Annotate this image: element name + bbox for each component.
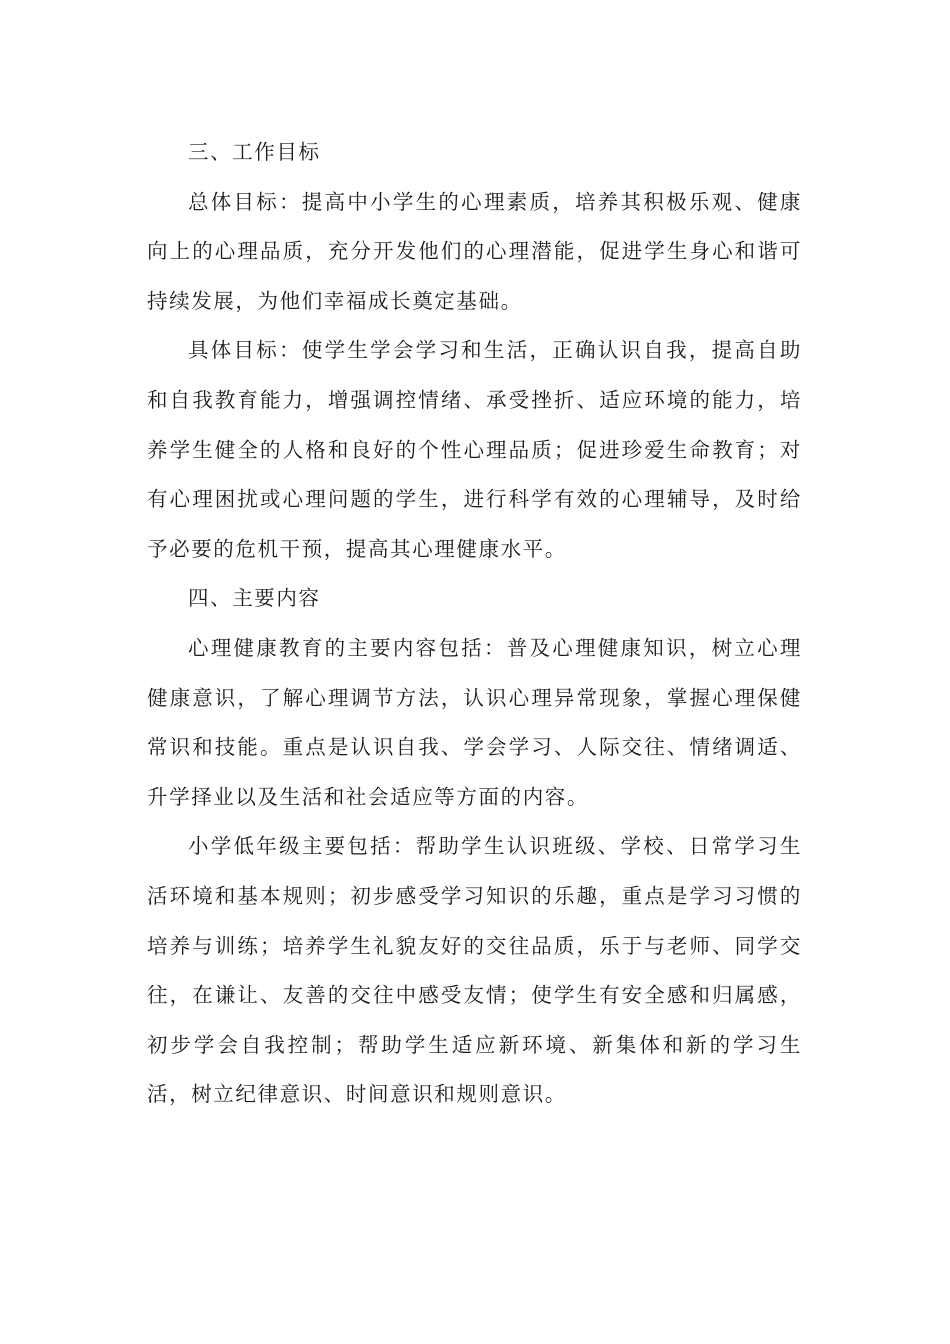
paragraph-main-content: 心理健康教育的主要内容包括：普及心理健康知识，树立心理健康意识，了解心理调节方法，认识心理异常现象，掌握心理保健常识和技能。重点是认识自我、学会学习、人际交往、情绪调适、升学择业以及生活和社会适应等方面的内容。 [147,635,802,809]
paragraph-overall-goal: 总体目标：提高中小学生的心理素质，培养其积极乐观、健康向上的心理品质，充分开发他们的心理潜能，促进学生身心和谐可持续发展，为他们幸福成长奠定基础。 [147,189,802,313]
paragraph-lower-grades: 小学低年级主要包括：帮助学生认识班级、学校、日常学习生活环境和基本规则；初步感受学习知识的乐趣，重点是学习习惯的培养与训练；培养学生礼貌友好的交往品质，乐于与老师、同学交往，在谦让、友善的交往中感受友情；使学生有安全感和归属感，初步学会自我控制；帮助学生适应新环境、新集体和新的学习生活，树立纪律意识、时间意识和规则意识。 [147,834,802,1107]
section-heading-work-goals: 三、工作目标 [188,140,321,164]
document-body [147,128,802,1120]
section-heading-main-content: 四、主要内容 [188,586,321,611]
paragraph-specific-goal: 具体目标：使学生学会学习和生活，正确认识自我，提高自助和自我教育能力，增强调控情绪、承受挫折、适应环境的能力，培养学生健全的人格和良好的个性心理品质；促进珍爱生命教育；对有心理困扰或心理问题的学生，进行科学有效的心理辅导，及时给予必要的危机干预，提高其心理健康水平。 [147,338,802,561]
